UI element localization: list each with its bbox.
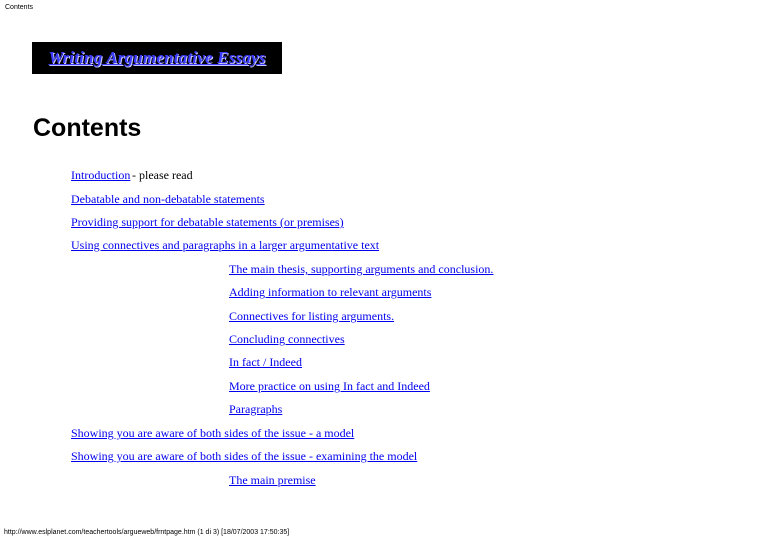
banner-logo [32, 42, 282, 74]
toc-link-providing-support[interactable]: Providing support for debatable statements (or premises) [71, 215, 344, 229]
toc-link-listing-connectives[interactable]: Connectives for listing arguments. [229, 309, 395, 323]
toc-introduction-note: - please read [132, 168, 193, 182]
page-title: Contents [33, 114, 142, 142]
toc-link-paragraphs[interactable]: Paragraphs [229, 402, 283, 416]
toc-link-both-sides-examining[interactable]: Showing you are aware of both sides of the issue - examining the model [71, 449, 418, 463]
toc-link-introduction[interactable]: Introduction [71, 168, 131, 182]
print-footer-url: http://www.eslplanet.com/teachertools/argueweb/frntpage.htm (1 di 3) [18/07/2003 17:50:35] [4, 529, 290, 536]
toc-link-connectives-paragraphs[interactable]: Using connectives and paragraphs in a larger argumentative text [71, 238, 380, 252]
toc-link-main-thesis[interactable]: The main thesis, supporting arguments and conclusion. [229, 262, 494, 276]
banner-logo-text: Writing Argumentative Essays [48, 48, 266, 67]
toc-link-more-practice[interactable]: More practice on using In fact and Indeed [229, 379, 430, 393]
toc-link-in-fact-indeed[interactable]: In fact / Indeed [229, 355, 302, 369]
toc-link-main-premise[interactable]: The main premise [229, 473, 316, 487]
print-header: Contents [5, 4, 34, 11]
toc-link-debatable-statements[interactable]: Debatable and non-debatable statements [71, 192, 265, 206]
toc-link-concluding-connectives[interactable]: Concluding connectives [229, 332, 345, 346]
toc-link-adding-information[interactable]: Adding information to relevant arguments [229, 285, 432, 299]
toc-link-both-sides-model[interactable]: Showing you are aware of both sides of the issue - a model [71, 426, 355, 440]
